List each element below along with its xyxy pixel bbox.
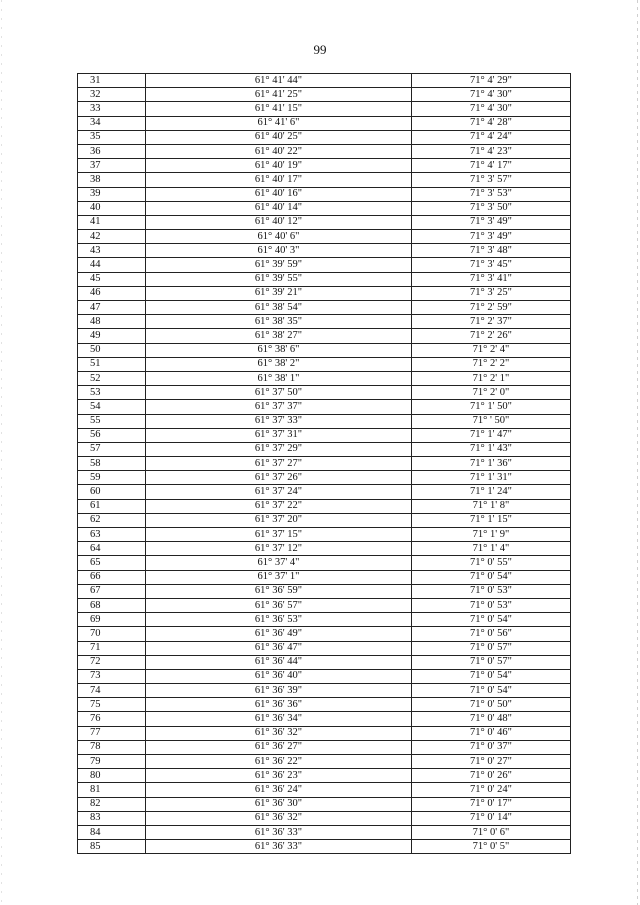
- point-number-cell: 48: [78, 315, 146, 329]
- latitude-cell: 61° 36' 40": [146, 669, 412, 683]
- table-row: [78, 272, 571, 286]
- latitude-cell: 61° 36' 32": [146, 811, 412, 825]
- latitude-cell: 61° 36' 53": [146, 613, 412, 627]
- point-number-cell: 71: [78, 641, 146, 655]
- point-number-cell: 72: [78, 655, 146, 669]
- latitude-cell: 61° 36' 33": [146, 840, 412, 854]
- point-number-cell: 80: [78, 769, 146, 783]
- latitude-cell: 61° 40' 12": [146, 215, 412, 229]
- coordinates-table: [77, 73, 571, 854]
- latitude-cell: 61° 37' 50": [146, 386, 412, 400]
- longitude-cell: 71° 1' 31": [412, 471, 571, 485]
- longitude-cell: 71° 2' 59": [412, 301, 571, 315]
- longitude-cell: 71° 0' 37": [412, 740, 571, 754]
- longitude-cell: 71° 0' 27": [412, 755, 571, 769]
- longitude-cell: 71° 3' 49": [412, 215, 571, 229]
- latitude-cell: 61° 40' 17": [146, 173, 412, 187]
- latitude-cell: 61° 40' 14": [146, 201, 412, 215]
- latitude-cell: 61° 37' 24": [146, 485, 412, 499]
- latitude-cell: 61° 37' 15": [146, 528, 412, 542]
- point-number-cell: 53: [78, 386, 146, 400]
- longitude-cell: 71° 0' 54": [412, 613, 571, 627]
- table-row: [78, 159, 571, 173]
- latitude-cell: 61° 37' 22": [146, 499, 412, 513]
- point-number-cell: 42: [78, 230, 146, 244]
- table-row: [78, 598, 571, 612]
- point-number-cell: 85: [78, 840, 146, 854]
- longitude-cell: 71° 3' 53": [412, 187, 571, 201]
- point-number-cell: 82: [78, 797, 146, 811]
- longitude-cell: 71° 0' 54": [412, 570, 571, 584]
- longitude-cell: 71° 2' 2": [412, 357, 571, 371]
- point-number-cell: 68: [78, 598, 146, 612]
- longitude-cell: 71° 0' 56": [412, 627, 571, 641]
- latitude-cell: 61° 36' 34": [146, 712, 412, 726]
- point-number-cell: 39: [78, 187, 146, 201]
- longitude-cell: 71° 0' 6": [412, 825, 571, 839]
- point-number-cell: 40: [78, 201, 146, 215]
- latitude-cell: 61° 38' 35": [146, 315, 412, 329]
- longitude-cell: 71° ' 50": [412, 414, 571, 428]
- latitude-cell: 61° 39' 21": [146, 286, 412, 300]
- point-number-cell: 79: [78, 755, 146, 769]
- latitude-cell: 61° 37' 27": [146, 457, 412, 471]
- latitude-cell: 61° 41' 6": [146, 116, 412, 130]
- latitude-cell: 61° 38' 2": [146, 357, 412, 371]
- longitude-cell: 71° 0' 53": [412, 598, 571, 612]
- latitude-cell: 61° 40' 25": [146, 130, 412, 144]
- table-row: [78, 88, 571, 102]
- latitude-cell: 61° 36' 44": [146, 655, 412, 669]
- table-row: [78, 215, 571, 229]
- table-row: [78, 811, 571, 825]
- latitude-cell: 61° 38' 54": [146, 301, 412, 315]
- latitude-cell: 61° 37' 12": [146, 542, 412, 556]
- latitude-cell: 61° 39' 55": [146, 272, 412, 286]
- longitude-cell: 71° 3' 45": [412, 258, 571, 272]
- point-number-cell: 45: [78, 272, 146, 286]
- longitude-cell: 71° 2' 37": [412, 315, 571, 329]
- point-number-cell: 35: [78, 130, 146, 144]
- point-number-cell: 34: [78, 116, 146, 130]
- longitude-cell: 71° 1' 43": [412, 442, 571, 456]
- longitude-cell: 71° 0' 57": [412, 641, 571, 655]
- longitude-cell: 71° 0' 50": [412, 698, 571, 712]
- table-row: [78, 698, 571, 712]
- longitude-cell: 71° 4' 24": [412, 130, 571, 144]
- point-number-cell: 47: [78, 301, 146, 315]
- latitude-cell: 61° 36' 32": [146, 726, 412, 740]
- longitude-cell: 71° 0' 55": [412, 556, 571, 570]
- longitude-cell: 71° 3' 48": [412, 244, 571, 258]
- latitude-cell: 61° 36' 36": [146, 698, 412, 712]
- point-number-cell: 52: [78, 371, 146, 385]
- longitude-cell: 71° 0' 17": [412, 797, 571, 811]
- table-row: [78, 570, 571, 584]
- table-row: [78, 258, 571, 272]
- table-row: [78, 244, 571, 258]
- point-number-cell: 83: [78, 811, 146, 825]
- table-row: [78, 116, 571, 130]
- latitude-cell: 61° 40' 19": [146, 159, 412, 173]
- table-row: [78, 740, 571, 754]
- point-number-cell: 58: [78, 457, 146, 471]
- point-number-cell: 69: [78, 613, 146, 627]
- latitude-cell: 61° 40' 22": [146, 144, 412, 158]
- latitude-cell: 61° 40' 3": [146, 244, 412, 258]
- table-row: [78, 144, 571, 158]
- latitude-cell: 61° 37' 37": [146, 400, 412, 414]
- latitude-cell: 61° 39' 59": [146, 258, 412, 272]
- table-row: [78, 315, 571, 329]
- table-row: [78, 386, 571, 400]
- table-row: [78, 230, 571, 244]
- longitude-cell: 71° 2' 1": [412, 371, 571, 385]
- point-number-cell: 61: [78, 499, 146, 513]
- table-row: [78, 513, 571, 527]
- latitude-cell: 61° 37' 29": [146, 442, 412, 456]
- longitude-cell: 71° 0' 5": [412, 840, 571, 854]
- table-row: [78, 187, 571, 201]
- point-number-cell: 77: [78, 726, 146, 740]
- table-row: [78, 584, 571, 598]
- point-number-cell: 67: [78, 584, 146, 598]
- latitude-cell: 61° 38' 27": [146, 329, 412, 343]
- point-number-cell: 44: [78, 258, 146, 272]
- latitude-cell: 61° 37' 26": [146, 471, 412, 485]
- table-row: [78, 357, 571, 371]
- longitude-cell: 71° 0' 24": [412, 783, 571, 797]
- page-number: 99: [313, 42, 327, 57]
- longitude-cell: 71° 4' 23": [412, 144, 571, 158]
- latitude-cell: 61° 37' 33": [146, 414, 412, 428]
- coordinates-table-body: [78, 74, 571, 854]
- point-number-cell: 50: [78, 343, 146, 357]
- point-number-cell: 51: [78, 357, 146, 371]
- point-number-cell: 32: [78, 88, 146, 102]
- table-row: [78, 371, 571, 385]
- point-number-cell: 54: [78, 400, 146, 414]
- latitude-cell: 61° 36' 27": [146, 740, 412, 754]
- latitude-cell: 61° 36' 59": [146, 584, 412, 598]
- longitude-cell: 71° 2' 4": [412, 343, 571, 357]
- longitude-cell: 71° 0' 57": [412, 655, 571, 669]
- point-number-cell: 37: [78, 159, 146, 173]
- table-row: [78, 442, 571, 456]
- point-number-cell: 78: [78, 740, 146, 754]
- table-row: [78, 684, 571, 698]
- point-number-cell: 60: [78, 485, 146, 499]
- table-row: [78, 726, 571, 740]
- scan-edge-left: [1, 0, 2, 905]
- latitude-cell: 61° 41' 25": [146, 88, 412, 102]
- longitude-cell: 71° 1' 50": [412, 400, 571, 414]
- longitude-cell: 71° 1' 36": [412, 457, 571, 471]
- point-number-cell: 43: [78, 244, 146, 258]
- point-number-cell: 36: [78, 144, 146, 158]
- table-row: [78, 840, 571, 854]
- longitude-cell: 71° 1' 24": [412, 485, 571, 499]
- point-number-cell: 55: [78, 414, 146, 428]
- latitude-cell: 61° 41' 15": [146, 102, 412, 116]
- table-row: [78, 485, 571, 499]
- point-number-cell: 75: [78, 698, 146, 712]
- longitude-cell: 71° 0' 53": [412, 584, 571, 598]
- longitude-cell: 71° 3' 49": [412, 230, 571, 244]
- longitude-cell: 71° 1' 4": [412, 542, 571, 556]
- longitude-cell: 71° 3' 41": [412, 272, 571, 286]
- latitude-cell: 61° 36' 33": [146, 825, 412, 839]
- point-number-cell: 33: [78, 102, 146, 116]
- point-number-cell: 84: [78, 825, 146, 839]
- table-row: [78, 471, 571, 485]
- latitude-cell: 61° 41' 44": [146, 74, 412, 88]
- longitude-cell: 71° 1' 47": [412, 428, 571, 442]
- point-number-cell: 57: [78, 442, 146, 456]
- latitude-cell: 61° 37' 4": [146, 556, 412, 570]
- latitude-cell: 61° 38' 6": [146, 343, 412, 357]
- table-row: [78, 528, 571, 542]
- point-number-cell: 81: [78, 783, 146, 797]
- longitude-cell: 71° 1' 8": [412, 499, 571, 513]
- latitude-cell: 61° 36' 49": [146, 627, 412, 641]
- longitude-cell: 71° 4' 17": [412, 159, 571, 173]
- table-row: [78, 286, 571, 300]
- table-row: [78, 556, 571, 570]
- table-row: [78, 769, 571, 783]
- longitude-cell: 71° 0' 54": [412, 684, 571, 698]
- latitude-cell: 61° 38' 1": [146, 371, 412, 385]
- point-number-cell: 70: [78, 627, 146, 641]
- longitude-cell: 71° 1' 9": [412, 528, 571, 542]
- point-number-cell: 63: [78, 528, 146, 542]
- point-number-cell: 73: [78, 669, 146, 683]
- table-row: [78, 428, 571, 442]
- table-row: [78, 499, 571, 513]
- longitude-cell: 71° 0' 48": [412, 712, 571, 726]
- longitude-cell: 71° 3' 57": [412, 173, 571, 187]
- point-number-cell: 76: [78, 712, 146, 726]
- table-row: [78, 542, 571, 556]
- table-row: [78, 301, 571, 315]
- table-row: [78, 329, 571, 343]
- table-row: [78, 755, 571, 769]
- point-number-cell: 64: [78, 542, 146, 556]
- latitude-cell: 61° 36' 39": [146, 684, 412, 698]
- latitude-cell: 61° 37' 1": [146, 570, 412, 584]
- table-row: [78, 74, 571, 88]
- latitude-cell: 61° 36' 23": [146, 769, 412, 783]
- longitude-cell: 71° 2' 0": [412, 386, 571, 400]
- longitude-cell: 71° 4' 28": [412, 116, 571, 130]
- longitude-cell: 71° 0' 14": [412, 811, 571, 825]
- point-number-cell: 41: [78, 215, 146, 229]
- point-number-cell: 66: [78, 570, 146, 584]
- latitude-cell: 61° 36' 24": [146, 783, 412, 797]
- table-row: [78, 669, 571, 683]
- latitude-cell: 61° 36' 47": [146, 641, 412, 655]
- table-row: [78, 627, 571, 641]
- table-row: [78, 400, 571, 414]
- point-number-cell: 56: [78, 428, 146, 442]
- table-row: [78, 712, 571, 726]
- point-number-cell: 74: [78, 684, 146, 698]
- table-row: [78, 130, 571, 144]
- latitude-cell: 61° 40' 16": [146, 187, 412, 201]
- table-row: [78, 613, 571, 627]
- table-row: [78, 414, 571, 428]
- latitude-cell: 61° 36' 30": [146, 797, 412, 811]
- longitude-cell: 71° 4' 30": [412, 102, 571, 116]
- latitude-cell: 61° 40' 6": [146, 230, 412, 244]
- longitude-cell: 71° 3' 25": [412, 286, 571, 300]
- table-row: [78, 783, 571, 797]
- table-row: [78, 102, 571, 116]
- longitude-cell: 71° 4' 29": [412, 74, 571, 88]
- longitude-cell: 71° 4' 30": [412, 88, 571, 102]
- longitude-cell: 71° 0' 26": [412, 769, 571, 783]
- point-number-cell: 49: [78, 329, 146, 343]
- point-number-cell: 31: [78, 74, 146, 88]
- longitude-cell: 71° 0' 54": [412, 669, 571, 683]
- point-number-cell: 59: [78, 471, 146, 485]
- point-number-cell: 38: [78, 173, 146, 187]
- longitude-cell: 71° 0' 46": [412, 726, 571, 740]
- latitude-cell: 61° 36' 57": [146, 598, 412, 612]
- point-number-cell: 46: [78, 286, 146, 300]
- scan-edge-right: [637, 0, 638, 905]
- latitude-cell: 61° 36' 22": [146, 755, 412, 769]
- table-row: [78, 343, 571, 357]
- latitude-cell: 61° 37' 31": [146, 428, 412, 442]
- table-row: [78, 641, 571, 655]
- table-row: [78, 825, 571, 839]
- table-row: [78, 173, 571, 187]
- table-row: [78, 457, 571, 471]
- longitude-cell: 71° 1' 15": [412, 513, 571, 527]
- longitude-cell: 71° 2' 26": [412, 329, 571, 343]
- table-row: [78, 201, 571, 215]
- longitude-cell: 71° 3' 50": [412, 201, 571, 215]
- table-row: [78, 655, 571, 669]
- table-row: [78, 797, 571, 811]
- point-number-cell: 62: [78, 513, 146, 527]
- point-number-cell: 65: [78, 556, 146, 570]
- latitude-cell: 61° 37' 20": [146, 513, 412, 527]
